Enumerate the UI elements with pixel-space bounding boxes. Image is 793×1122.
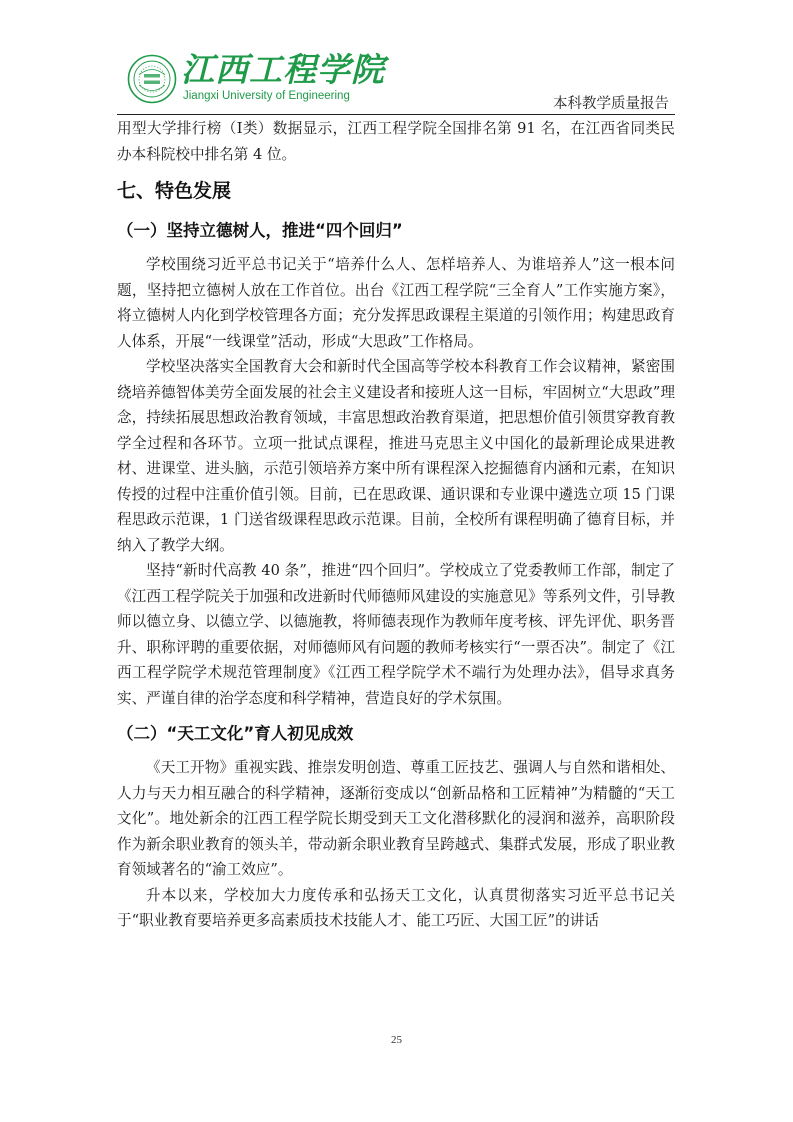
subsection-title-1: （一）坚持立德树人，推进“四个回归” [117, 221, 403, 240]
subsection-title-2: （二）“天工文化”育人初见成效 [117, 724, 354, 743]
header-divider [117, 114, 675, 115]
paragraph-tiangong-culture: 升本以来，学校加大力度传承和弘扬天工文化，认真贯彻落实习近平总书记关于“职业教育要培养更多高素质技术技能人才、能工巧匠、大国工匠”的讲话 [117, 886, 675, 929]
section-title: 七、特色发展 [117, 180, 232, 202]
university-seal-icon [127, 54, 177, 104]
paragraph-dasizheng: 学校坚决落实全国教育大会和新时代全国高等学校本科教育工作会议精神，紧密围绕培养德智体美劳全面发展的社会主义建设者和接班人这一目标，牢固树立“大思政”理念，持续拓展思想政治教育领域，丰富思想政治教育渠道，把思想价值引领贯穿教育教学全过程和各环节。立项一批试点课程，推进马克思主义中国化的最新理论成果进教材、进课堂、进头脑，示范引领培养方案中所有课程深入挖掘德育内涵和元素，在知识传授的过程中注重价值引领。目前，已在思政课、通识课和专业课中遴选立项 15 门课程思政示范课，1 门送省级课程思政示范课。目前，全校所有课程明确了德育目标，并纳入了教学大纲。 [117, 358, 675, 554]
paragraph-ranking-continuation: 用型大学排行榜（Ⅰ类）数据显示，江西工程学院全国排名第 91 名，在江西省同类民办本科院校中排名第 4 位。 [117, 120, 675, 163]
paragraph-shide-shifeng: 坚持“新时代高教 40 条”，推进“四个回归”。学校成立了党委教师工作部，制定了《江西工程学院关于加强和改进新时代师德师风建设的实施意见》等系列文件，引导教师以德立身、以德立学、以德施教，将师德表现作为教师年度考核、评先评优、职务晋升、职称评聘的重要依据，对师德师风有问题的教师考核实行“一票否决”。制定了《江西工程学院学术规范管理制度》《江西工程学院学术不端行为处理办法》，倡导求真务实、严谨自律的治学态度和科学精神，营造良好的学术氛围。 [117, 562, 675, 707]
page-header [117, 48, 675, 115]
university-name-cn: 江西工程学院 [181, 50, 385, 89]
page-number: 25 [391, 1034, 402, 1046]
paragraph-lide-shuren: 学校围绕习近平总书记关于“培养什么人、怎样培养人、为谁培养人”这一根本问题，坚持把立德树人放在工作首位。出台《江西工程学院“三全育人”工作实施方案》，将立德树人内化到学校管理各方面；充分发挥思政课程主渠道的引领作用；构建思政育人体系，开展“一线课堂”活动，形成“大思政”工作格局。 [117, 256, 675, 350]
university-name-en: Jiangxi University of Engineering [183, 90, 350, 102]
paragraph-tiangong-kaiwu: 《天工开物》重视实践、推崇发明创造、尊重工匠技艺、强调人与自然和谐相处、人力与天力相互融合的科学精神，逐渐衍变成以“创新品格和工匠精神”为精髓的“天工文化”。地处新余的江西工程学院长期受到天工文化潜移默化的浸润和滋养，高职阶段作为新余职业教育的领头羊，带动新余职业教育呈跨越式、集群式发展，形成了职业教育领域著名的“渝工效应”。 [117, 759, 675, 878]
report-title: 本科教学质量报告 [553, 96, 669, 112]
page-content [117, 116, 675, 934]
